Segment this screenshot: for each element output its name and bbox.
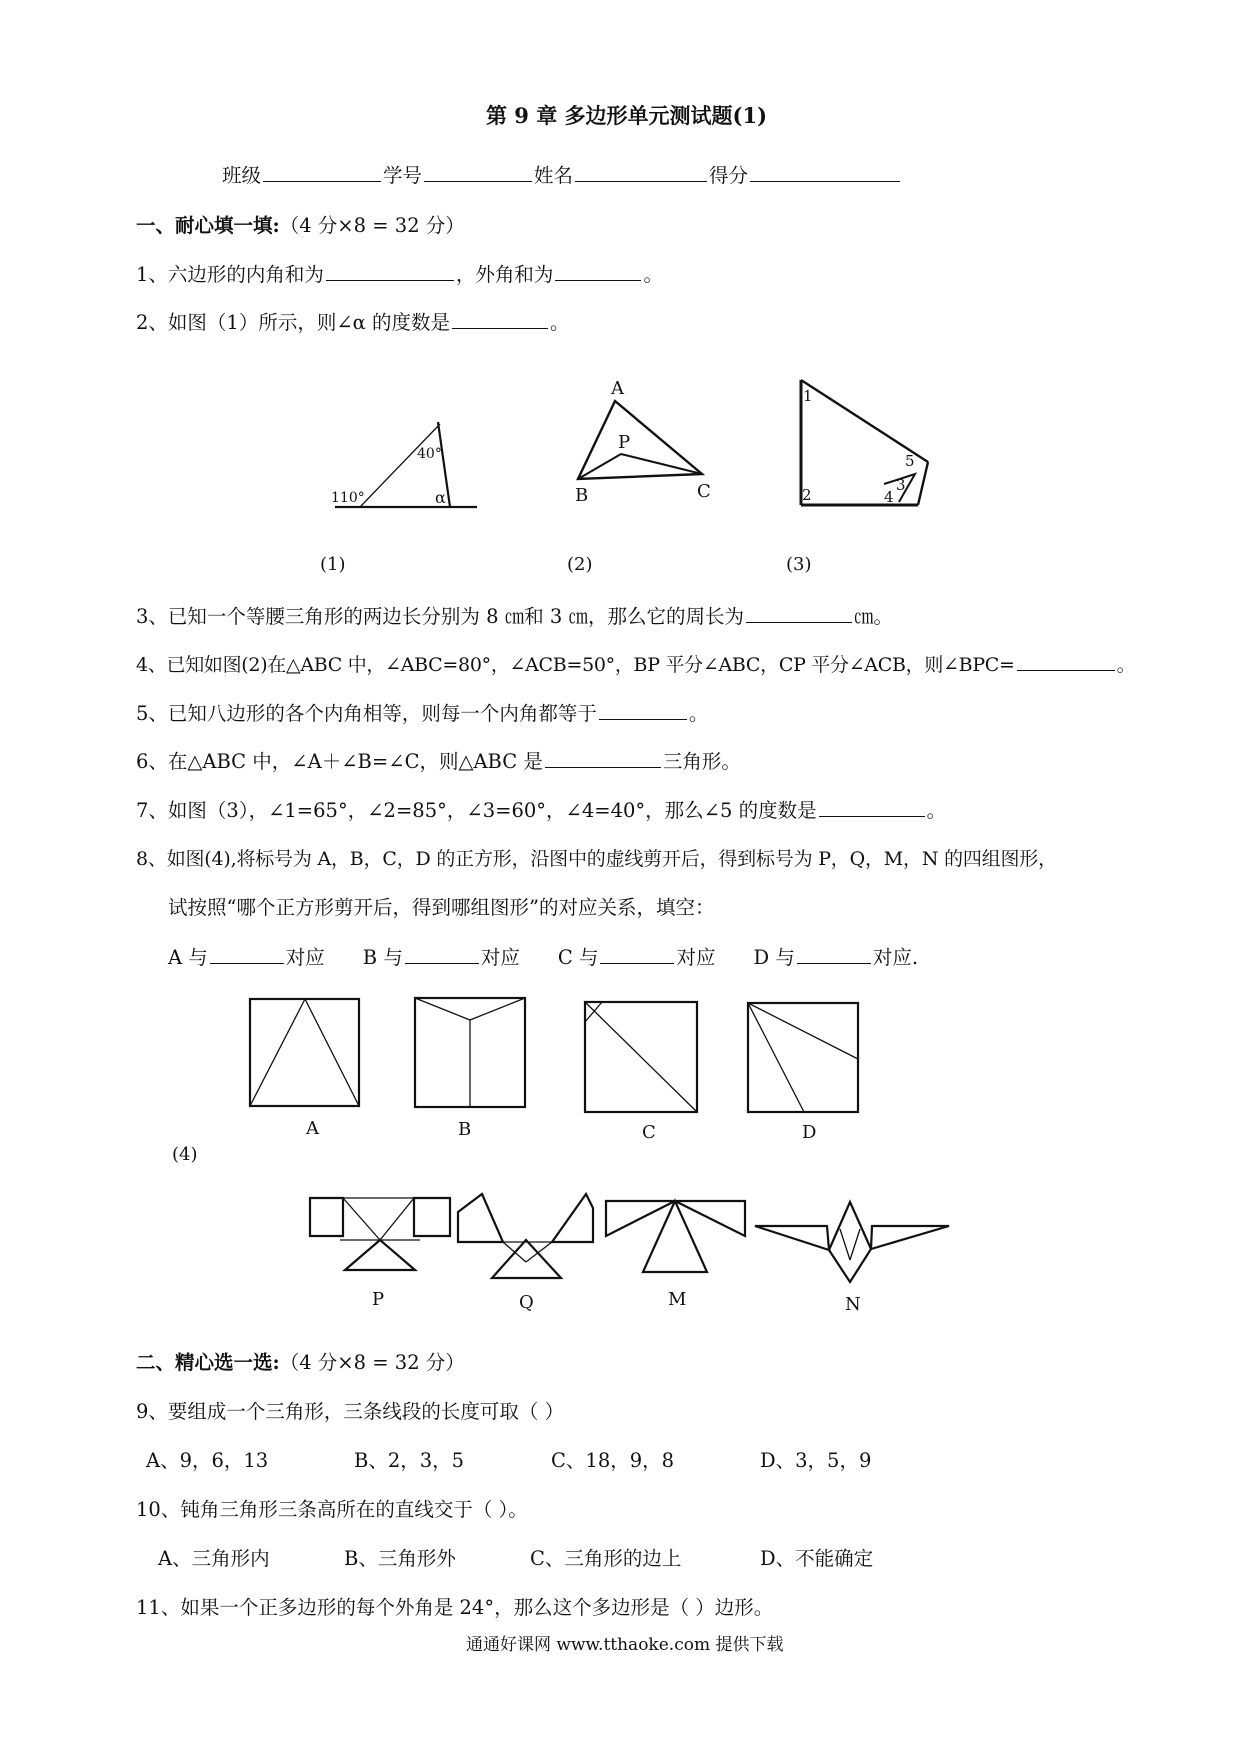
figure-3-top-side [801,380,928,462]
figure-2-lines [578,401,702,479]
q8-d-label: D 与 [753,946,795,969]
square-c-corner-cut [585,1002,602,1022]
q10-option-c[interactable]: C、三角形的边上 [530,1547,682,1570]
piece-p-diag-2 [380,1198,414,1240]
question-4 [136,650,1135,677]
square-c-diagonal [585,1002,697,1112]
question-3 [136,601,893,629]
square-c-label: C [642,1122,656,1143]
square-b-cuts-top [415,998,525,1020]
piece-p-right [414,1198,450,1236]
q2-text: 2、如图（1）所示，则∠α 的度数是 [136,311,451,334]
page-title: 第 9 章 多边形单元测试题(1) [486,103,768,128]
figure-1-angle-40: 40° [417,446,442,462]
piece-p-label: P [372,1289,385,1310]
piece-n-left [755,1226,829,1250]
figure-3-angle-5: 5 [905,452,915,470]
name-blank[interactable] [575,163,707,182]
figure-3-angle-1: 1 [803,387,813,405]
square-d [748,1003,858,1112]
q1-text: 1、六边形的内角和为 [136,263,324,286]
q2-blank[interactable] [452,310,548,329]
q3-blank[interactable] [746,604,852,623]
piece-group-n [755,1202,949,1282]
q1-text-3: 。 [643,263,663,286]
q1-text-2: ，外角和为 [455,263,554,286]
question-8-line-1: 8、如图(4),将标号为 A，B，C，D 的正方形，沿图中的虚线剪开后，得到标号为 P，Q，M，N 的四组图形， [136,848,1057,870]
q8-a-label: A 与 [168,946,208,969]
question-5 [136,698,708,726]
q3-text-2: ㎝。 [854,605,894,628]
square-d-cut-2 [748,1003,804,1112]
q10-option-d[interactable]: D、不能确定 [760,1547,874,1570]
q7-text-2: 。 [926,799,947,822]
figure-2-triangle [578,401,702,479]
piece-m-left [606,1201,675,1236]
q8-a-suffix: 对应 [285,946,325,969]
q8-c-blank[interactable] [600,945,674,964]
piece-n-right [871,1226,949,1249]
q8-d-suffix: 对应. [872,946,919,969]
figure-3-angle-2: 2 [802,486,812,504]
q6-blank[interactable] [545,749,661,768]
square-a-label: A [306,1118,319,1139]
figure-3-caption: (3) [786,554,812,575]
figure-1-caption: (1) [320,554,346,575]
square-d-label: D [802,1122,817,1143]
q5-blank[interactable] [599,701,687,720]
piece-q-diag-1 [503,1242,526,1262]
q2-text-2: 。 [550,311,570,334]
score-label: 得分 [709,164,749,187]
class-blank[interactable] [263,163,381,182]
square-a [250,999,359,1106]
section1-heading [136,210,465,238]
question-8-answers [168,942,918,970]
q3-text: 3、已知一个等腰三角形的两边长分别为 8 ㎝和 3 ㎝，那么它的周长为 [136,605,745,628]
figure-1-slant-line [360,424,440,507]
section1-points: （4 分×8 = 32 分） [279,214,465,237]
score-blank[interactable] [750,163,900,182]
question-2 [136,307,570,335]
figure-1-lines [335,422,477,507]
figure-2-label-p: P [618,432,631,453]
figure-2-caption: (2) [567,554,593,575]
q6-text: 6、在△ABC 中，∠A＋∠B=∠C，则△ABC 是 [136,750,543,773]
piece-group-p [310,1198,450,1270]
q8-c-label: C 与 [557,946,599,969]
figure-3-inner-notch [884,474,915,502]
section2-title: 二、精心选一选: [136,1351,280,1374]
piece-p-left [310,1198,343,1236]
q10-option-a[interactable]: A、三角形内 [158,1547,270,1570]
figure-1-angle-110: 110° [331,490,365,506]
q10-option-b[interactable]: B、三角形外 [344,1547,456,1570]
q8-b-suffix: 对应 [480,946,520,969]
question-1 [136,259,663,287]
q8-a-blank[interactable] [210,945,284,964]
piece-n-inner-1 [840,1229,850,1260]
piece-m-right [675,1201,745,1236]
figure-1-steep-line [438,422,450,507]
piece-p-diag-1 [343,1198,380,1240]
piece-group-m [606,1201,745,1272]
q4-text-2: 。 [1116,654,1136,676]
figure-2-bp [578,454,621,479]
section2-heading [136,1347,465,1375]
figure-3-lines [801,380,928,505]
square-b-label: B [458,1119,472,1140]
section1-title: 一、耐心填一填: [136,214,280,237]
square-b [415,998,525,1107]
question-11: 11、如果一个正多边形的每个外角是 24°，那么这个多边形是（ ）边形。 [136,1596,774,1619]
q9-option-d[interactable]: D、3，5，9 [760,1449,872,1472]
question-10: 10、钝角三角形三条高所在的直线交于（ ）。 [136,1498,528,1521]
piece-q-right [552,1194,593,1242]
piece-group-q [458,1194,593,1278]
square-c [585,1002,697,1112]
name-label: 姓名 [534,164,574,187]
student-info-line [222,160,902,188]
page-footer: 通通好课网 www.tthaoke.com 提供下载 [466,1635,784,1655]
q7-text: 7、如图（3），∠1=65°，∠2=85°，∠3=60°，∠4=40°，那么∠5 的度数是 [136,799,817,822]
figure-3-right-side [918,462,928,505]
piece-q-left [458,1194,503,1242]
piece-m-label: M [668,1289,687,1310]
q5-text: 5、已知八边形的各个内角相等，则每一个内角都等于 [136,702,597,725]
piece-n-top [829,1202,871,1250]
question-8-line-2: 试按照“哪个正方形剪开后，得到哪组图形”的对应关系，填空： [168,896,715,919]
q9-option-a[interactable]: A、9，6，13 [146,1449,269,1472]
q9-option-b[interactable]: B、2，3，5 [354,1449,465,1472]
piece-m-bottom [643,1201,707,1272]
question-9: 9、要组成一个三角形，三条线段的长度可取（ ） [136,1400,565,1423]
piece-p-bottom [345,1240,415,1270]
q4-text: 4、已知如图(2)在△ABC 中，∠ABC=80°，∠ACB=50°，BP 平分∠ABC，CP 平分∠ACB，则∠BPC= [136,654,1015,676]
piece-n-inner-2 [850,1229,860,1260]
figure-2-label-c: C [697,481,711,502]
piece-n-label: N [845,1294,861,1315]
figure-2-cp [621,454,702,474]
piece-n-bottom [829,1249,871,1282]
q7-blank[interactable] [819,798,925,817]
piece-q-diag-2 [526,1242,552,1262]
figure-2-label-a: A [611,378,624,399]
q8-d-blank[interactable] [797,945,871,964]
question-7 [136,795,946,823]
q8-b-label: B 与 [362,946,403,969]
q5-text-2: 。 [688,702,709,725]
figure-3-angle-4: 4 [884,488,894,506]
q8-b-blank[interactable] [405,945,479,964]
q9-option-c[interactable]: C、18，9，8 [551,1449,675,1472]
square-d-cut-1 [748,1003,858,1059]
figure-2-label-b: B [575,485,589,506]
figure-4-caption: (4) [172,1144,198,1165]
q1-blank-1[interactable] [326,262,454,281]
q1-blank-2[interactable] [555,262,641,281]
section2-points: （4 分×8 = 32 分） [279,1351,465,1374]
figure-3-angle-3: 3 [896,476,906,494]
q6-text-2: 三角形。 [662,750,741,773]
square-a-cuts [250,999,359,1106]
number-label: 学号 [383,164,423,187]
piece-q-label: Q [519,1292,534,1313]
q8-c-suffix: 对应 [676,946,716,969]
class-label: 班级 [222,164,262,187]
figure-1-alpha: α [435,488,446,507]
q4-blank[interactable] [1017,652,1115,671]
piece-q-bottom [492,1240,561,1278]
number-blank[interactable] [424,163,532,182]
question-6 [136,746,741,774]
